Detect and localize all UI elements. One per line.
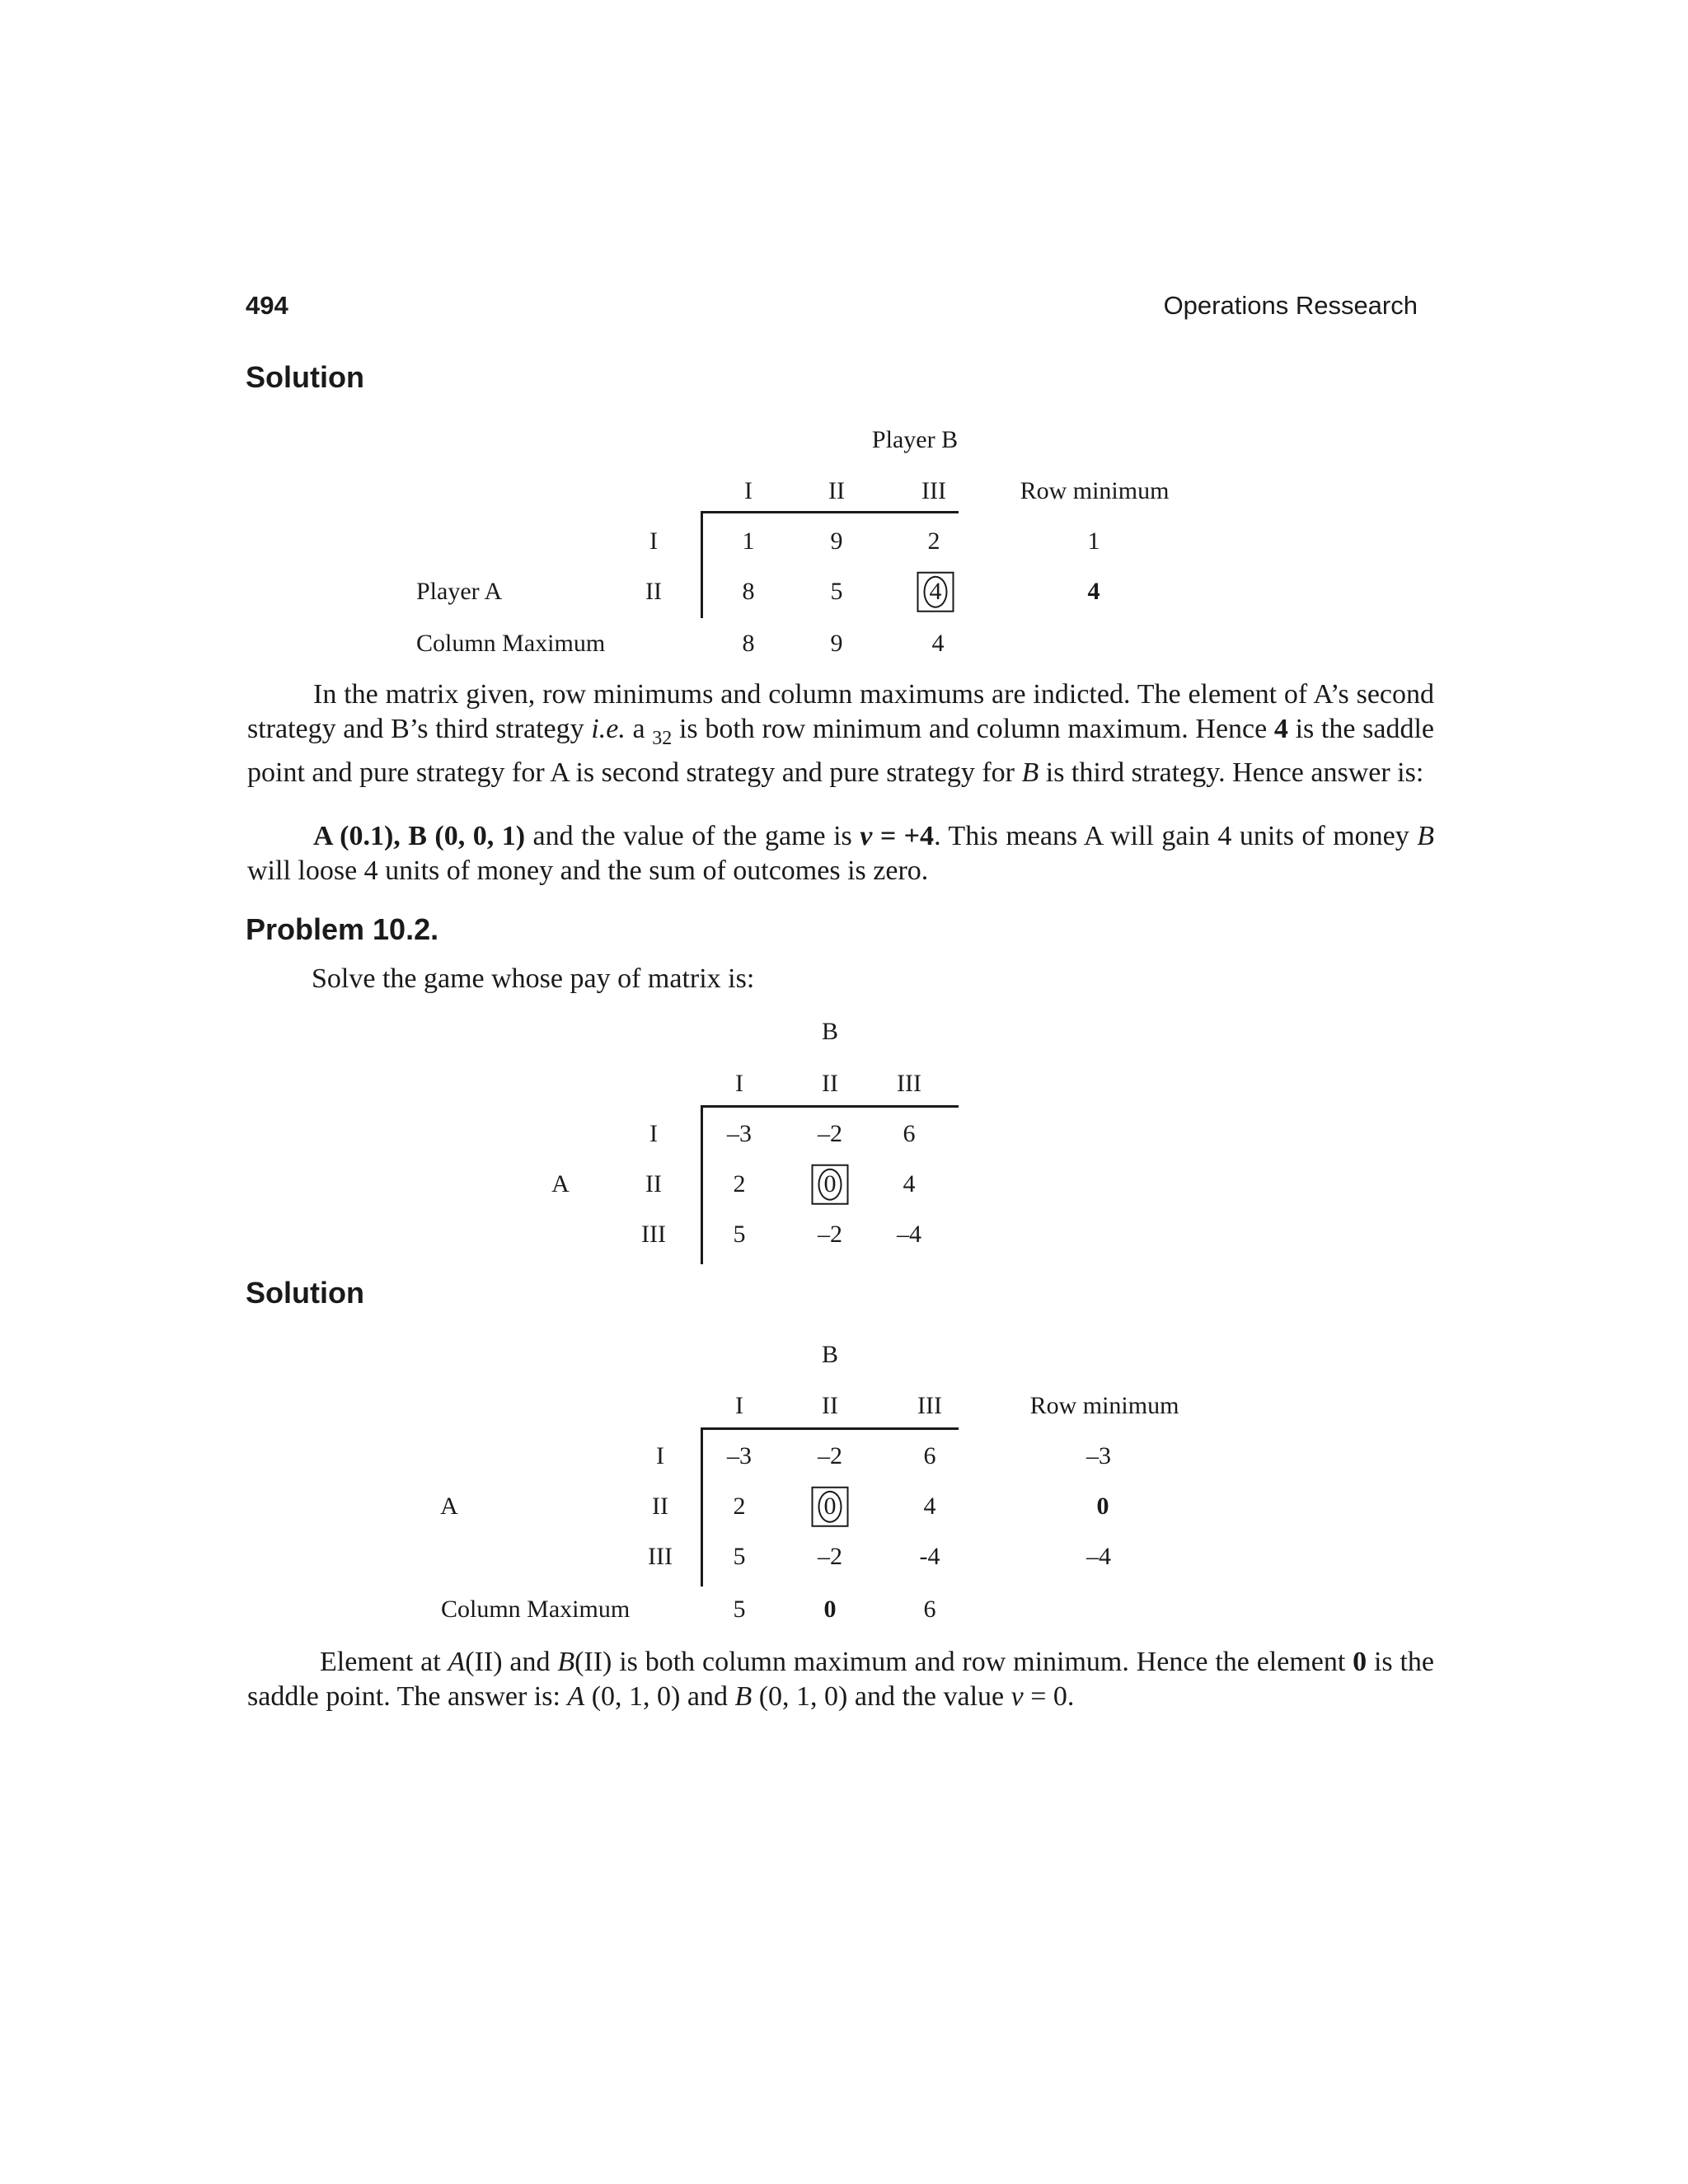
column-maximum-label: Column Maximum [441,1596,631,1623]
player-b-label: B [821,1341,839,1368]
cell-r1-c3: 6 [923,1442,936,1469]
paragraph-explanation-1: In the matrix given, row minimums and column maximums are indicted. The element of A’s second strategy and B’s third strategy i.e. a $_{32}$ is both row minimum and column maximum. Hence 4 is the saddle point and pure strategy for A is second strategy and pure strategy for B is third strategy. Hence answer is: [247,679,1434,788]
cell-r2-c3: 4 [923,1493,936,1520]
matrix-top-rule [701,511,959,513]
problem-prompt: Solve the game whose pay of matrix is: [312,963,755,994]
col-max-1: 8 [742,630,755,657]
col-head-3: III [897,1070,921,1097]
paragraph-explanation-2: Element at A(II) and B(II) is both column maximum and row minimum. Hence the element 0 is the saddle point. The answer is: A (0, 1, 0) and B (0, 1, 0) and the value v = 0. [247,1647,1435,1712]
row-head-1: I [649,1120,658,1147]
row-head-3: III [648,1543,673,1570]
problem-heading: Problem 10.2. [246,912,439,946]
row-head-2: II [645,1170,662,1197]
cell-r1-c1: 1 [742,527,755,555]
col-head-1: I [744,477,753,504]
row-head-2: II [652,1493,668,1520]
matrix-left-rule [701,1427,703,1586]
saddle-point-value: 0 [818,1169,842,1201]
col-head-3: III [921,477,946,504]
row-min-2: 4 [1087,578,1100,605]
running-title: Operations Ressearch [1163,291,1418,320]
saddle-point-value: 4 [924,576,948,608]
cell-r3-c1: 5 [733,1543,746,1570]
row-min-3: –4 [1086,1543,1111,1570]
section-heading-solution-2: Solution [246,1276,364,1310]
matrix-top-rule [701,1427,959,1430]
matrix-left-rule [701,511,703,618]
saddle-point-value: 0 [818,1491,842,1523]
row-min-header: Row minimum [1020,477,1170,504]
row-min-2: 0 [1096,1493,1109,1520]
cell-r2-c1: 2 [733,1493,746,1520]
cell-r1-c1: –3 [727,1120,752,1147]
cell-r1-c3: 2 [927,527,940,555]
cell-r2-c3: 4 [903,1170,916,1197]
section-heading-solution-1: Solution [246,360,364,394]
row-head-2: II [645,578,662,605]
cell-r1-c3: 6 [903,1120,916,1147]
col-head-1: I [735,1070,743,1097]
cell-r3-c2: –2 [818,1221,842,1248]
player-a-label: A [440,1493,458,1520]
col-head-2: II [828,477,845,504]
col-max-2: 9 [830,630,843,657]
page-number: 494 [246,291,288,320]
saddle-point-marker [812,1165,849,1205]
cell-r3-c2: –2 [818,1543,842,1570]
player-b-label: Player B [871,426,959,453]
cell-r3-c3: –4 [897,1221,921,1248]
col-head-2: II [822,1070,838,1097]
player-a-label: A [551,1170,570,1197]
cell-r1-c2: –2 [818,1442,842,1469]
cell-r3-c1: 5 [733,1221,746,1248]
row-head-3: III [641,1221,666,1248]
cell-r2-c2: 5 [830,578,843,605]
cell-r3-c3: -4 [919,1543,940,1570]
cell-r1-c1: –3 [727,1442,752,1469]
row-head-1: I [656,1442,664,1469]
matrix-top-rule [701,1105,959,1108]
matrix-left-rule [701,1105,703,1264]
row-min-1: –3 [1086,1442,1111,1469]
cell-r2-c1: 8 [742,578,755,605]
cell-r1-c2: –2 [818,1120,842,1147]
col-head-3: III [917,1392,942,1419]
cell-r1-c2: 9 [830,527,843,555]
col-head-1: I [735,1392,743,1419]
col-max-2: 0 [823,1596,837,1623]
row-head-1: I [649,527,658,555]
cell-r2-c1: 2 [733,1170,746,1197]
row-min-1: 1 [1087,527,1100,555]
col-max-3: 6 [923,1596,936,1623]
col-max-3: 4 [931,630,945,657]
col-head-2: II [822,1392,838,1419]
player-a-label: Player A [416,578,503,605]
player-b-label: B [821,1018,839,1045]
paragraph-answer-1: A (0.1), B (0, 0, 1) and the value of the game is v = +4. This means A will gain 4 units of money B will loose 4 units of money and the sum of outcomes is zero. [247,821,1435,886]
row-min-header: Row minimum [1029,1392,1179,1419]
col-max-1: 5 [733,1596,746,1623]
column-maximum-label: Column Maximum [416,630,606,657]
saddle-point-marker [812,1487,849,1527]
saddle-point-marker [917,572,954,612]
